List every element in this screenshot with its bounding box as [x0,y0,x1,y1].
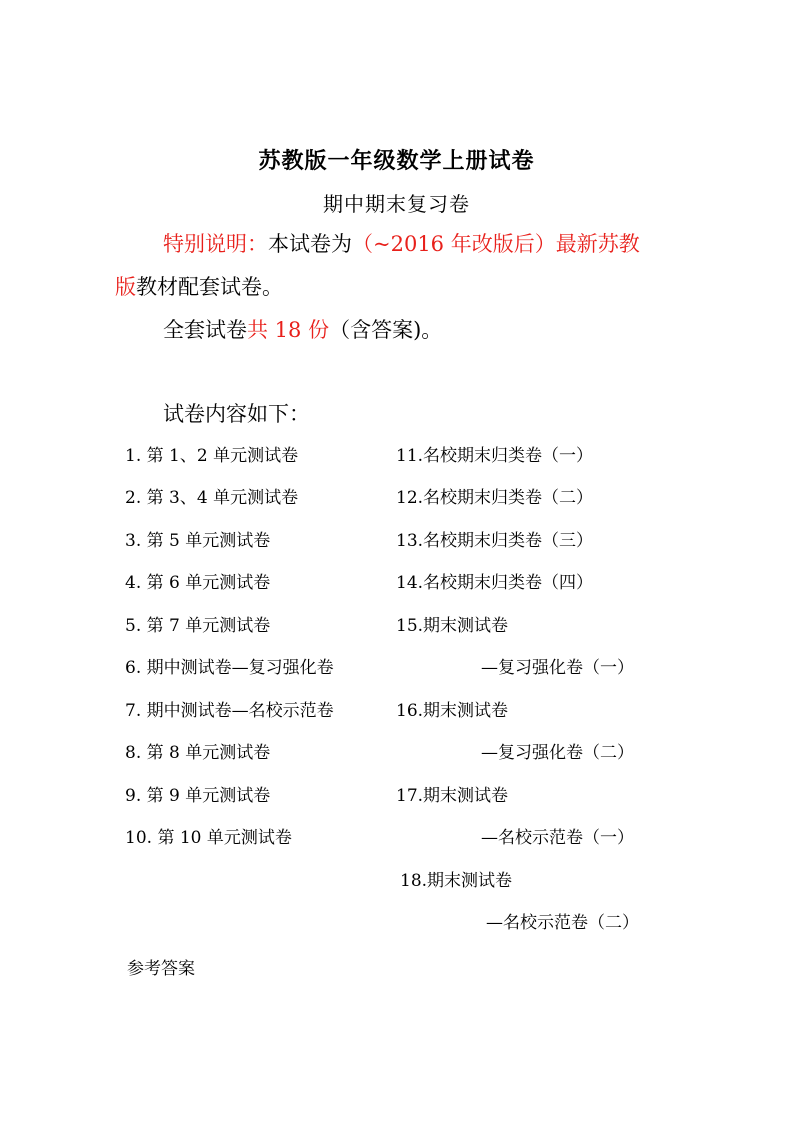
list-item: 16.期末测试卷 [396,701,509,721]
list-item: 11.名校期末归类卷（一） [396,446,594,466]
list-item-sub: —复习强化卷（一） [481,658,634,678]
list-item: 18.期末测试卷 [400,871,513,891]
special-note-highlight-cont: 版 [115,275,136,299]
list-item-sub: —名校示范卷（一） [481,828,634,848]
list-item: 14.名校期末归类卷（四） [396,573,594,593]
total-count-line [163,316,442,344]
total-text: 全套试卷 [163,318,247,342]
list-item-sub: —名校示范卷（二） [486,913,639,933]
list-item: 5. 第 7 单元测试卷 [125,616,271,636]
list-item: 8. 第 8 单元测试卷 [125,743,271,763]
page-subtitle: 期中期末复习卷 [323,192,470,216]
list-item: 6. 期中测试卷—复习强化卷 [125,658,334,678]
special-note-text-cont: 教材配套试卷。 [136,275,283,299]
special-note-line2 [115,273,283,301]
special-note-highlight: （~2016 年改版后）最新苏教 [352,232,640,256]
special-note-line1 [163,230,640,258]
list-item-sub: —复习强化卷（二） [481,743,634,763]
list-item: 1. 第 1、2 单元测试卷 [125,446,299,466]
total-text-end: （含答案)。 [329,318,443,342]
list-item: 10. 第 10 单元测试卷 [125,828,292,848]
special-note-label: 特别说明： [163,232,268,256]
answer-key-heading: 参考答案 [127,959,195,979]
contents-heading: 试卷内容如下： [163,402,310,426]
total-highlight: 共 18 份 [247,318,330,342]
list-item: 15.期末测试卷 [396,616,509,636]
list-item: 12.名校期末归类卷（二） [396,488,594,508]
list-item: 3. 第 5 单元测试卷 [125,531,271,551]
list-item: 9. 第 9 单元测试卷 [125,786,271,806]
list-item: 4. 第 6 单元测试卷 [125,573,271,593]
special-note-text: 本试卷为 [268,232,352,256]
list-item: 7. 期中测试卷—名校示范卷 [125,701,334,721]
list-item: 2. 第 3、4 单元测试卷 [125,488,299,508]
list-item: 13.名校期末归类卷（三） [396,531,594,551]
list-item: 17.期末测试卷 [396,786,509,806]
page-title: 苏教版一年级数学上册试卷 [258,148,535,174]
